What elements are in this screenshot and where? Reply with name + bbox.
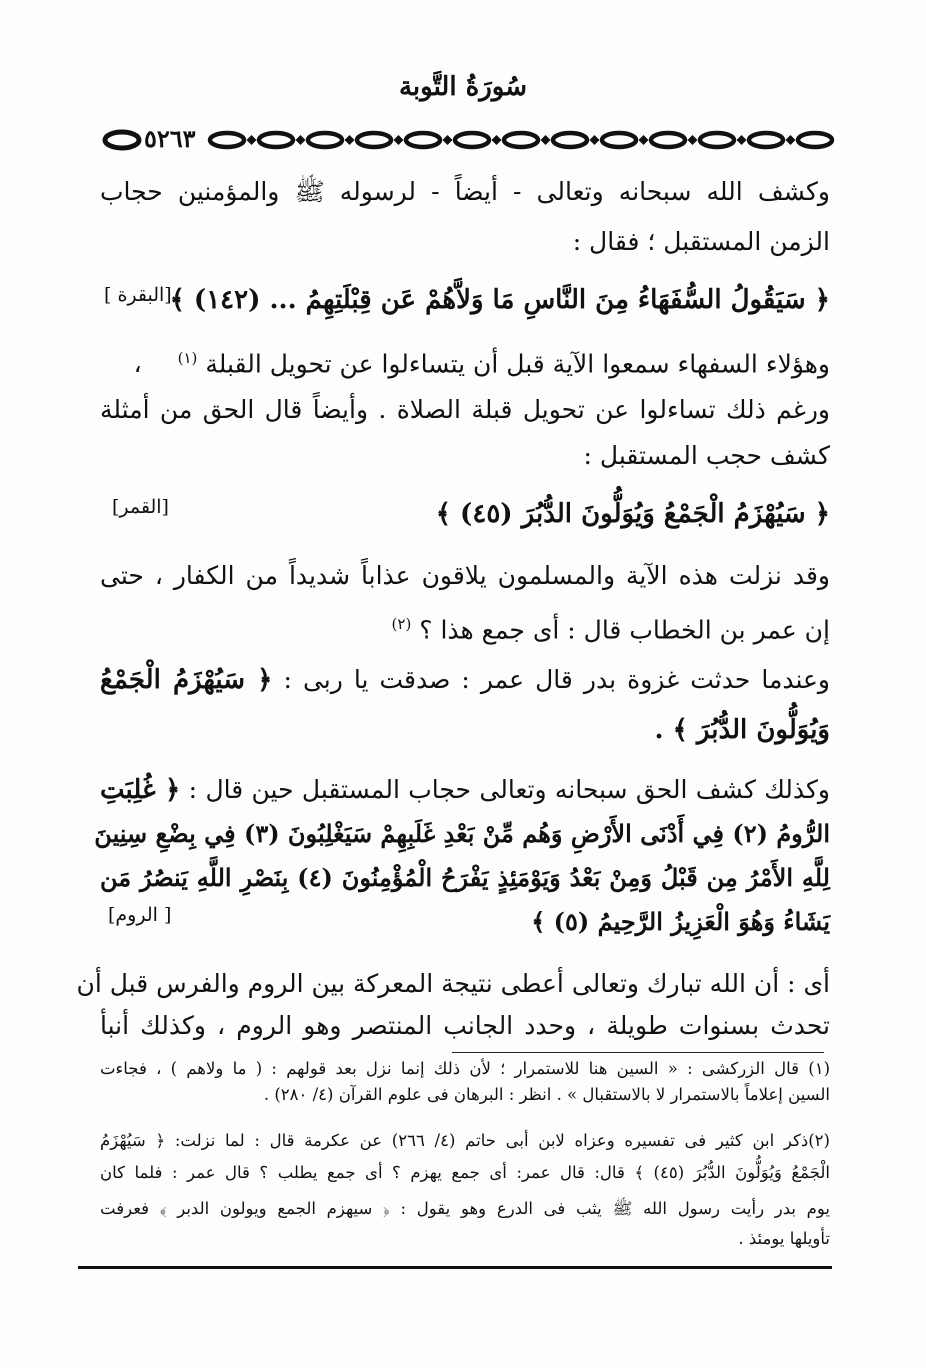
chain-link: [553, 133, 587, 147]
body-line: [100, 604, 830, 650]
chain-link: [259, 133, 293, 147]
chain-diamond: [394, 135, 404, 145]
verse-reference: [ الروم]: [108, 904, 172, 926]
ornament-left-end: [102, 126, 142, 154]
body-text: إن عمر بن الخطاب قال : أى جمع هذا ؟: [419, 615, 830, 645]
body-line: [100, 338, 830, 384]
chain-link: [357, 133, 391, 147]
body-line: أى : أن الله تبارك وتعالى أعطى نتيجة المعركة بين الروم والفرس قبل أن: [76, 969, 830, 998]
body-text: وهؤلاء السفهاء سمعوا الآية قبل أن يتساءلوا عن تحويل القبلة: [205, 349, 830, 379]
chain-diamond: [541, 135, 551, 145]
footnote-divider: [452, 1052, 824, 1053]
quran-verse: الرُّومُ (٢) فِي أَدْنَى الأَرْضِ وَهُم مِّنْ بَعْدِ غَلَبِهِمْ سَيَغْلِبُونَ (٣) فِي بِضْعِ سِنِينَ: [94, 819, 830, 848]
footnote-line: تأويلها يومئذ .: [738, 1229, 830, 1248]
body-line: [100, 660, 830, 700]
quran-verse: يَشَاءُ وَهُوَ الْعَزِيزُ الرَّحِيمُ (٥) ﴾: [531, 907, 830, 936]
body-line: تحدث بسنوات طويلة ، وحدد الجانب المنتصر وهو الروم ، وكذلك أنبأ: [100, 1011, 830, 1040]
body-line: وقد نزلت هذه الآية والمسلمون يلاقون عذاباً شديداً من الكفار ، حتى: [100, 561, 830, 590]
footnote-marker: (١): [177, 349, 198, 367]
chain-diamond: [688, 135, 698, 145]
chain-link: [455, 133, 489, 147]
chain-diamond: [639, 135, 649, 145]
body-line: ورغم ذلك تساءلوا عن تحويل قبلة الصلاة . وأيضاً قال الحق من أمثلة: [100, 395, 830, 424]
quran-verse: ﴿ سَيُهْزَمُ الْجَمْعُ: [100, 665, 273, 695]
chain-diamond: [296, 135, 306, 145]
body-line: كشف حجب المستقبل :: [583, 441, 830, 470]
chain-link: [210, 133, 244, 147]
body-text: وكذلك كشف الحق سبحانه وتعالى حجاب المستقبل حين قال :: [188, 775, 830, 804]
footnote-line: (١) قال الزركشى : « السين هنا للاستمرار ؛ لأن ذلك إنما نزل بعد قولهم : ( ما ولاهم ) ، فجاءت: [100, 1059, 830, 1078]
body-text: ،: [133, 349, 142, 379]
verse-reference: [البقرة ]: [104, 284, 172, 306]
chain-link: [406, 133, 440, 147]
page-number: ٥٢٦٣: [144, 124, 196, 153]
quran-verse: ﴿ غُلِبَتِ: [100, 775, 181, 805]
chain-link: [651, 133, 685, 147]
chain-diamond: [786, 135, 796, 145]
surah-title: سُورَةُ التَّوبة: [398, 72, 528, 102]
quran-verse: ﴿ سَيُهْزَمُ الْجَمْعُ وَيُوَلُّونَ الدُّبُرَ (٤٥) ﴾: [435, 499, 830, 529]
chain-diamond: [590, 135, 600, 145]
chain-link: [602, 133, 636, 147]
ornament-chain-icon: [204, 126, 862, 154]
chain-diamond: [247, 135, 257, 145]
footnote-line: (٢)ذكر ابن كثير فى تفسيره وعزاه لابن أبى حاتم (٤/ ٢٦٦) عن عكرمة قال : لما نزلت: ﴿ سَيُهْزَمُ: [100, 1131, 830, 1150]
chain-link: [700, 133, 734, 147]
chain-diamond: [345, 135, 355, 145]
footnote-line: يوم بدر رأيت رسول الله ﷺ يثب فى الدرع وهو يقول : ﴿ سيهزم الجمع ويولون الدبر ﴾ فعرفت: [100, 1199, 830, 1218]
chain-link: [308, 133, 342, 147]
chain-link: [798, 133, 832, 147]
chain-link: [504, 133, 538, 147]
body-line: [100, 770, 830, 810]
chain-link: [749, 133, 783, 147]
quran-verse: لِلَّهِ الأَمْرُ مِن قَبْلُ وَمِنْ بَعْدُ وَيَوْمَئِذٍ يَفْرَحُ الْمُؤْمِنُونَ (٤) بِنَصْرِ اللَّهِ يَنصُرُ مَن: [100, 863, 830, 892]
body-line: الزمن المستقبل ؛ فقال :: [572, 227, 830, 256]
body-line: وكشف الله سبحانه وتعالى - أيضاً - لرسوله ﷺ والمؤمنين حجاب: [100, 177, 830, 206]
body-text: وعندما حدثت غزوة بدر قال عمر : صدقت يا ربى :: [283, 665, 830, 694]
chain-diamond: [443, 135, 453, 145]
ornament-chain-icon: [102, 126, 142, 154]
footnote-line: الْجَمْعُ وَيُوَلُّونَ الدُّبُرَ (٤٥) ﴾ قال: قال عمر: أى جمع يهزم ؟ أى جمع يطلب ؟ قال عمر : فلما كان: [100, 1163, 830, 1182]
bottom-rule: [78, 1266, 832, 1269]
footnote-marker: (٢): [391, 615, 412, 633]
chain-diamond: [492, 135, 502, 145]
chain-diamond: [737, 135, 747, 145]
quran-verse: وَيُوَلُّونَ الدُّبُرَ ﴾ .: [654, 715, 830, 745]
header-ornament: [204, 126, 862, 154]
verse-reference: [القمر]: [112, 496, 169, 518]
quran-verse: ﴿ سَيَقُولُ السُّفَهَاءُ مِنَ النَّاسِ مَا وَلاَّهُمْ عَن قِبْلَتِهِمُ ... (١٤٢) ﴾: [169, 285, 830, 315]
footnote-line: السين إعلاماً بالاستمرار لا بالاستقبال » . انظر : البرهان فى علوم القرآن (٤/ ٢٨٠) .: [263, 1085, 830, 1104]
